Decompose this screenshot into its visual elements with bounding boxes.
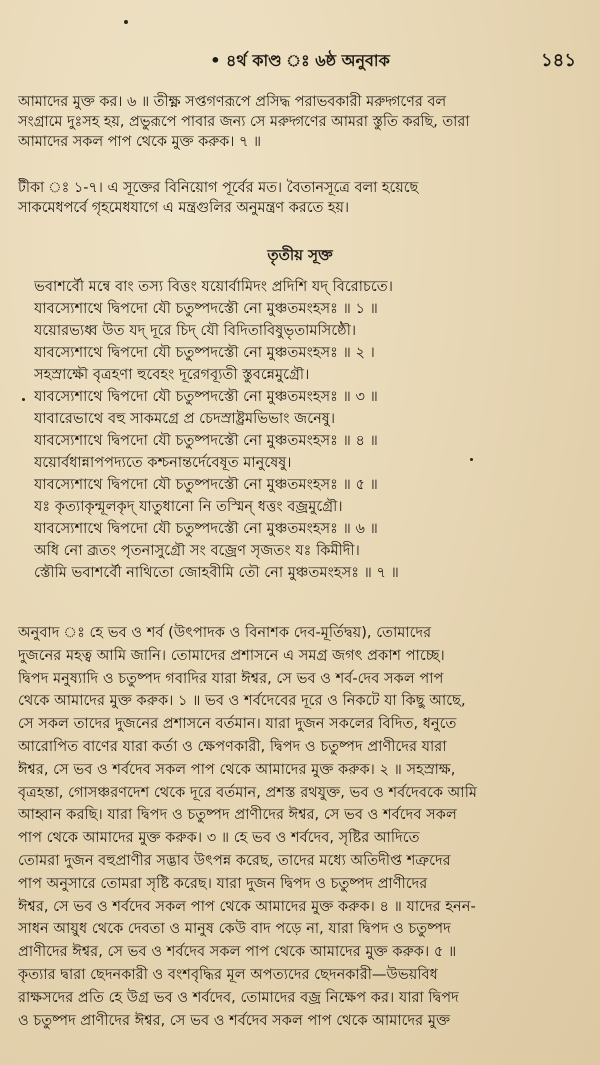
text-line: প্রাণীদের ঈশ্বর, সে ভব ও শর্বদেব সকল পাপ থেকে আমাদের মুক্ত করুক। ৫ ॥ bbox=[18, 943, 457, 961]
section-heading: তৃতীয় সূক্ত bbox=[267, 246, 333, 264]
text-line: সাধন আয়ুধ থেকে দেবতা ও মানুষ কেউ বাদ পড়ে না, যারা দ্বিপদ ও চতুষ্পদ bbox=[18, 920, 451, 938]
text-line: আমাদের মুক্ত কর। ৬ ॥ তীক্ষ্ণ সপ্তগণরূপে প্রসিদ্ধ পরাভবকারী মরুদ্গণের বল bbox=[18, 94, 447, 110]
text-line: আমাদের সকল পাপ থেকে মুক্ত করুক। ৭ ॥ bbox=[18, 134, 262, 150]
text-line: দ্বিপদ মনুষ্যাদি ও চতুষ্পদ গবাদির যারা ঈশ্বর, সে ভব ও শর্ব-দেব সকল পাপ bbox=[18, 669, 444, 687]
intro-paragraph bbox=[18, 92, 584, 152]
verse-line: যাবারেভাথে বহু সাকমগ্রে প্র চেদস্রাষ্ট্রমভিভাং জনেষু। bbox=[34, 410, 336, 427]
verse-line: যঃ কৃত্যাকৃন্মূলকৃদ্ যাতুধানো নি তস্মিন্ ধত্তং বজ্রমুগ্রৌ। bbox=[34, 498, 343, 515]
text-line: বৃত্রহন্তা, গোসঞ্চরণদেশ থেকে দূরে বর্তমান, প্রশস্ত রথযুক্ত, ভব ও শর্বদেবকে আমি bbox=[18, 783, 477, 801]
verse-line: যয়োর্বধান্নাপপদ্যতে কশ্চনান্তর্দেবেষূত মানুষেষু। bbox=[34, 454, 292, 471]
text-line: পাপ থেকে আমাদের মুক্ত করুক। ৩ ॥ হে ভব ও শর্বদেব, সৃষ্টির আদিতে bbox=[18, 829, 420, 847]
page-number: ১৪১ bbox=[540, 50, 576, 71]
text-line: অনুবাদ ঃ হে ভব ও শর্ব (উৎপাদক ও বিনাশক দেব-মূর্তিদ্বয়), তোমাদের bbox=[18, 624, 432, 641]
running-header: • ৪র্থ কাণ্ড ঃ ৬ষ্ঠ অনুবাক bbox=[210, 51, 390, 70]
text-line: সে সকল তাদের দুজনের প্রশাসনে বর্তমান। যারা দুজন সকলের বিদিত, ধনুতে bbox=[18, 715, 457, 733]
print-speck bbox=[124, 20, 128, 24]
verse-line: যাবস্যেশাথে দ্বিপদো যৌ চতুষ্পদস্তৌ নো মুঞ্চতমংহসঃ ॥ ২ । bbox=[34, 344, 375, 361]
verse-line: ভবাশর্বৌ মন্বে বাং তস্য বিত্তং যয়োর্বামিদং প্রদিশি যদ্ বিরোচতে। bbox=[34, 278, 393, 295]
text-line: রাক্ষসদের প্রতি হে উগ্র ভব ও শর্বদেব, তোমাদের বজ্র নিক্ষেপ কর। যারা দ্বিপদ bbox=[18, 988, 459, 1006]
sanskrit-verses bbox=[34, 276, 574, 584]
verse-line: যাবস্যেশাথে দ্বিপদো যৌ চতুষ্পদস্তৌ নো মুঞ্চতমংহসঃ ॥ ৩ ॥ bbox=[34, 388, 378, 405]
text-line: ঈশ্বর, সে ভব ও শর্বদেব সকল পাপ থেকে আমাদের মুক্ত করুক। ৪ ॥ যাদের হনন- bbox=[18, 897, 476, 915]
verse-line: যাবস্যেশাথে দ্বিপদো যৌ চতুষ্পদস্তৌ নো মুঞ্চতমংহসঃ ॥ ১ ॥ bbox=[34, 300, 378, 317]
text-line: আরোপিত বাণের যারা কর্তা ও ক্ষেপণকারী, দ্বিপদ ও চতুষ্পদ প্রাণীদের যারা bbox=[18, 737, 447, 755]
translation-paragraph bbox=[18, 622, 584, 1032]
text-line: আহ্বান করছি। যারা দ্বিপদ ও চতুষ্পদ প্রাণীদের ঈশ্বর, সে ভব ও শর্বদেব সকল bbox=[18, 806, 457, 824]
text-line: দুজনের মহত্ব আমি জানি। তোমাদের প্রশাসনে এ সমগ্র জগৎ প্রকাশ পাচ্ছে। bbox=[18, 646, 445, 664]
text-line: সংগ্রামে দুঃসহ হয়, প্রভুরূপে পাবার জন্য সে মরুদ্গণের আমরা স্তুতি করছি, তারা bbox=[18, 114, 470, 130]
text-line: টীকা ঃ ১-৭। এ সূক্তের বিনিয়োগ পূর্বের মত। বৈতানসূত্রে বলা হয়েছে bbox=[18, 180, 419, 196]
text-line: তোমরা দুজন বহুপ্রাণীর সদ্ভাব উৎপন্ন করেছ, তাদের মধ্যে অতিদীপ্ত শত্রুদের bbox=[18, 851, 451, 869]
tika-paragraph bbox=[18, 178, 584, 218]
text-line: সাকমেধপর্বে গৃহমেধযাগে এ মন্ত্রগুলির অনুমন্ত্রণ করতে হয়। bbox=[18, 200, 350, 216]
verse-line: যাবস্যেশাথে দ্বিপদো যৌ চতুষ্পদস্তৌ নো মুঞ্চতমংহসঃ ॥ ৬ ॥ bbox=[34, 520, 378, 537]
verse-line: যাবস্যেশাথে দ্বিপদো যৌ চতুষ্পদস্তৌ নো মুঞ্চতমংহসঃ ॥ ৪ ॥ bbox=[34, 432, 378, 449]
verse-line: অধি নো ব্রূতং পৃতনাসুগ্রৌ সং বজ্রেণ সৃজতং যঃ কিমীদী। bbox=[34, 542, 360, 559]
text-line: কৃত্যার দ্বারা ছেদনকারী ও বংশবৃদ্ধির মূল অপত্যদের ছেদনকারী—উভয়বিধ bbox=[18, 965, 438, 983]
verse-line: যয়োরভ্যধ্ব উত যদ্ দূরে চিদ্ যৌ বিদিতাবিষুভৃতামসিষ্ঠৌ। bbox=[34, 322, 357, 339]
text-line: ঈশ্বর, সে ভব ও শর্বদেব সকল পাপ থেকে আমাদের মুক্ত করুক। ২ ॥ সহস্রাক্ষ, bbox=[18, 760, 456, 778]
text-line: পাপ অনুসারে তোমরা সৃষ্টি করেছ। যারা দুজন দ্বিপদ ও চতুষ্পদ প্রাণীদের bbox=[18, 874, 428, 892]
verse-line: যাবস্যেশাথে দ্বিপদো যৌ চতুষ্পদস্তৌ নো মুঞ্চতমংহসঃ ॥ ৫ ॥ bbox=[34, 476, 378, 493]
text-line: ও চতুষ্পদ প্রাণীদের ঈশ্বর, সে ভব ও শর্বদেব সকল পাপ থেকে আমাদের মুক্ত bbox=[18, 1011, 451, 1029]
verse-line: স্তৌমি ভবাশর্বৌ নাথিতো জোহবীমি তৌ নো মুঞ্চতমংহসঃ ॥ ৭ ॥ bbox=[34, 564, 399, 581]
print-speck bbox=[22, 398, 25, 401]
text-line: থেকে আমাদের মুক্ত করুক। ১ ॥ ভব ও শর্বদেবের দূরে ও নিকটে যা কিছু আছে, bbox=[18, 692, 466, 710]
verse-line: সহস্রাক্ষৌ বৃত্রহণা হুবেহং দূরেগব্যূতী স্তুবন্নেমুগ্রৌ। bbox=[34, 366, 310, 383]
